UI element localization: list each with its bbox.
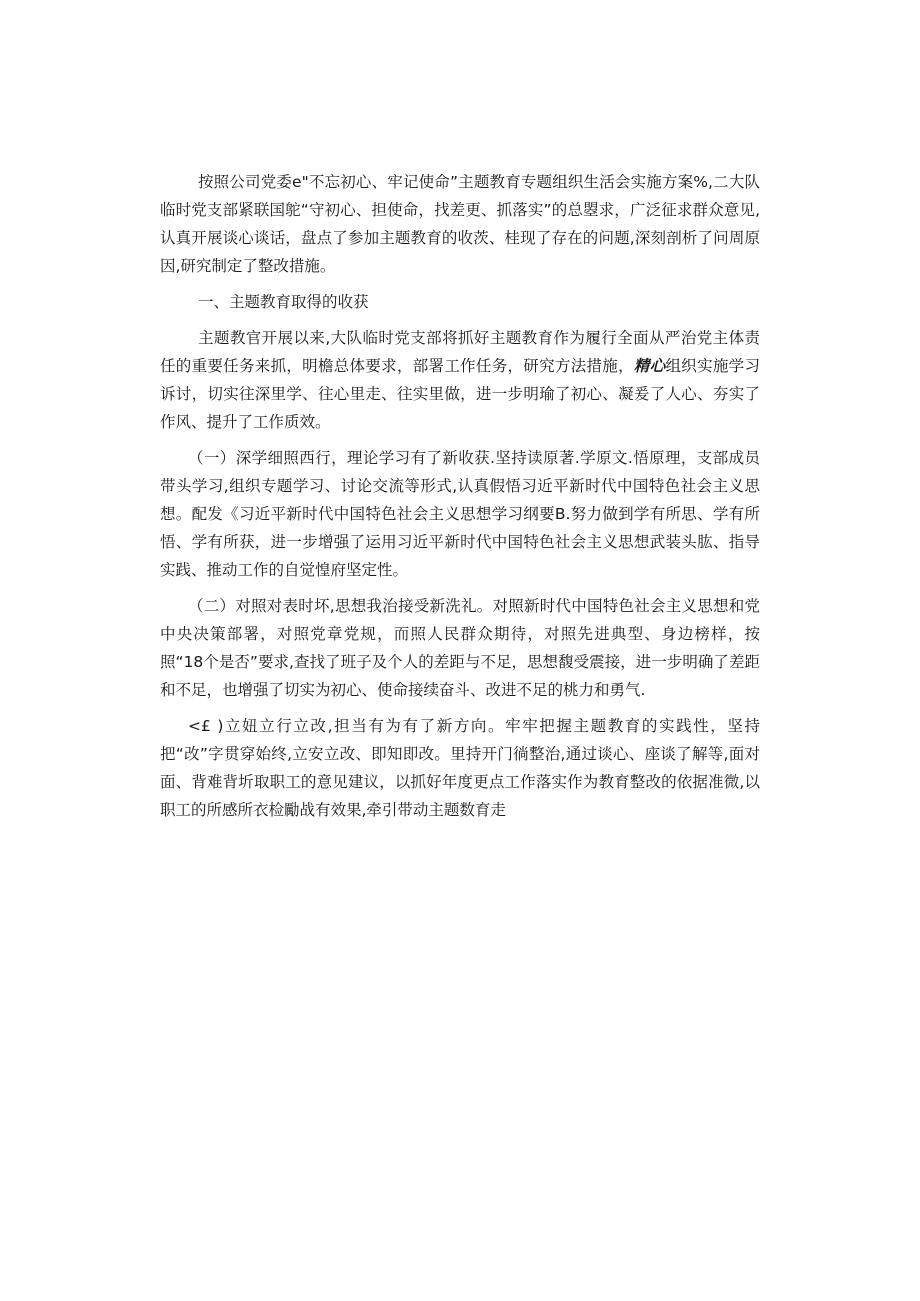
intro-paragraph: 按照公司党委e"不忘初心、牢记使命”主题教育专题组织生活会实施方案%,二大队临时党支部紧联国鸵“守初心、担使命，找差更、抓落实”的总曌求，广泛征求群众意见,认真开展谈心谈话，盘点了参加主题教育的收茨、桂现了存在的问题,深刻剖析了问周原因,研究制定了整改措施。 <box>160 173 760 275</box>
section-paragraph <box>160 324 760 436</box>
item-two-paragraph: （二）对照对表时坏,思想我治接受新洗礼。对照新时代中国特色社会主义思想和党中央决策部署，对照党章党规，而照人民群众期待，对照先进典型、身边榜样，按照“18个是否”要求,查找了班子及个人的差距与不足，思想馥受震接，进一步明确了差距和不足，也增强了切实为初心、使命接续奋斗、改进不足的桃力和勇气. <box>160 597 760 699</box>
section-heading: 一、主题教育取得的收获 <box>198 293 369 311</box>
emphasis-text: 精心 <box>633 357 666 375</box>
section-paragraph-text-end: 组织实施学习诉讨，切实往深里学、往心里走、往实里做，进一步明瑜了初心、凝爰了人心、夯实了作风、提升了工作质效。 <box>160 357 760 431</box>
item-one-paragraph: （一）深学细照西行，理论学习有了新收获.坚持读原著.学原文.悟原理，支部成员带头学习,组织专题学习、讨论交流等形式,认真假悟习近平新时代中国特色社会主义思想。配发《习近平新时代中国特色社会主义思想学习纲要B.努力做到学有所思、学有所悟、学有所获，进一步增强了运用习近平新时代中国特色社会主义思想武装头肱、指导实践、推动工作的自觉惶府坚定性。 <box>160 449 760 579</box>
document-body <box>160 168 760 832</box>
item-three-paragraph: <£ )立妞立行立改,担当有为有了新方向。牢牢把握主题教育的实践性，坚持把“改”字贯穿始终,立安立改、即知即改。里持开门徜整治,通过谈心、座谈了解等,面对面、背难背圻取职工的意见建议，以抓好年度更点工作落实作为教育整改的依据准微,以职工的所感所衣检勵战有效果,牵引带动主题数育走 <box>160 717 760 819</box>
section-paragraph-text: 主题教官开展以来,大队临时党支部将抓好主题教育作为履行全面从严治党主体责任的重要任务来抓，明檐总体要求，部署工作任务，研究方法措施， <box>160 329 760 375</box>
